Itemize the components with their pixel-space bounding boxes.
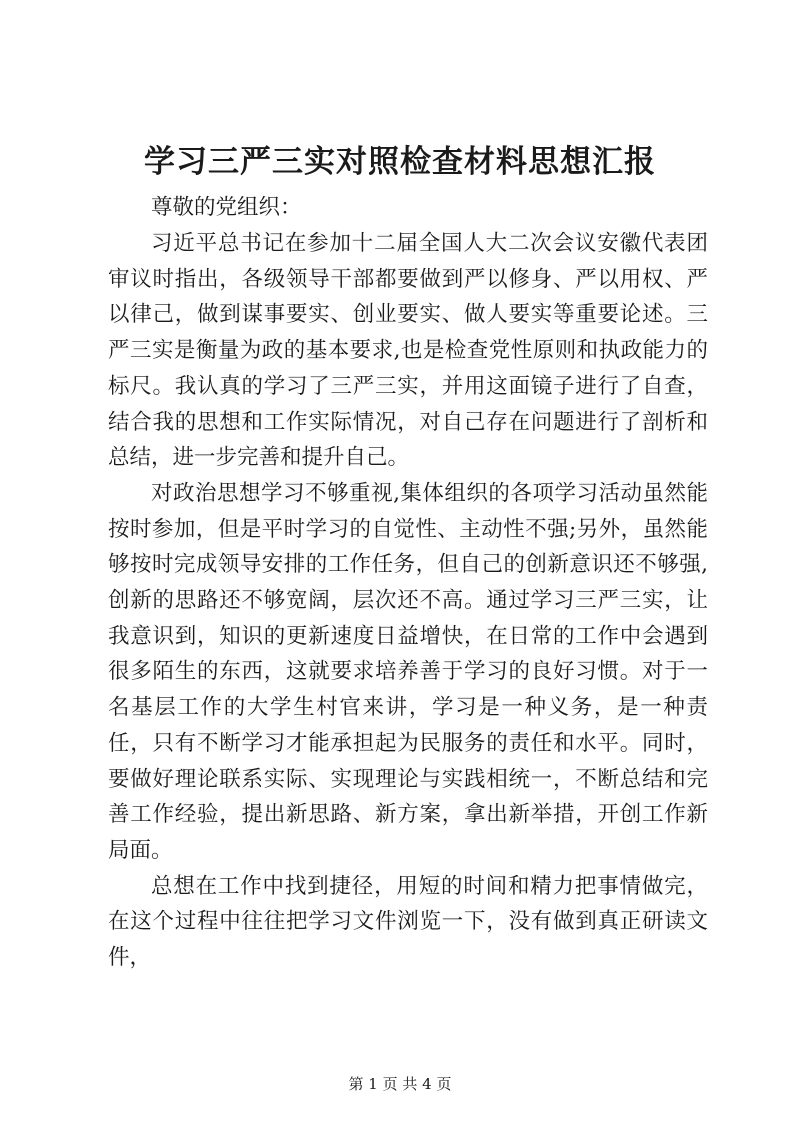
salutation: 尊敬的党组织：	[151, 195, 302, 220]
page-number: 第 1 页 共 4 页	[348, 1075, 452, 1093]
document-body	[108, 190, 708, 976]
document-title: 学习三严三实对照检查材料思想汇报	[144, 144, 656, 180]
paragraph-3: 总想在工作中找到捷径，用短的时间和精力把事情做完，在这个过程中往往把学习文件浏览一下，没有做到真正研读文件，	[108, 873, 708, 971]
paragraph-1: 习近平总书记在参加十二届全国人大二次会议安徽代表团审议时指出，各级领导干部都要做到严以修身、严以用权、严以律己，做到谋事要实、创业要实、做人要实等重要论述。三严三实是衡量为政的基本要求,也是检查党性原则和执政能力的标尺。我认真的学习了三严三实，并用这面镜子进行了自查，结合我的思想和工作实际情况，对自己存在问题进行了剖析和总结，进一步完善和提升自己。	[108, 231, 708, 471]
page-footer	[0, 1074, 800, 1094]
paragraph-2: 对政治思想学习不够重视,集体组织的各项学习活动虽然能按时参加，但是平时学习的自觉性、主动性不强;另外，虽然能够按时完成领导安排的工作任务，但自己的创新意识还不够强,创新的思路还不够宽阔，层次还不高。通过学习三严三实，让我意识到，知识的更新速度日益增快，在日常的工作中会遇到很多陌生的东西，这就要求培养善于学习的良好习惯。对于一名基层工作的大学生村官来讲，学习是一种义务，是一种责任，只有不断学习才能承担起为民服务的责任和水平。同时，要做好理论联系实际、实现理论与实践相统一，不断总结和完善工作经验，提出新思路、新方案，拿出新举措，开创工作新局面。	[108, 480, 708, 863]
